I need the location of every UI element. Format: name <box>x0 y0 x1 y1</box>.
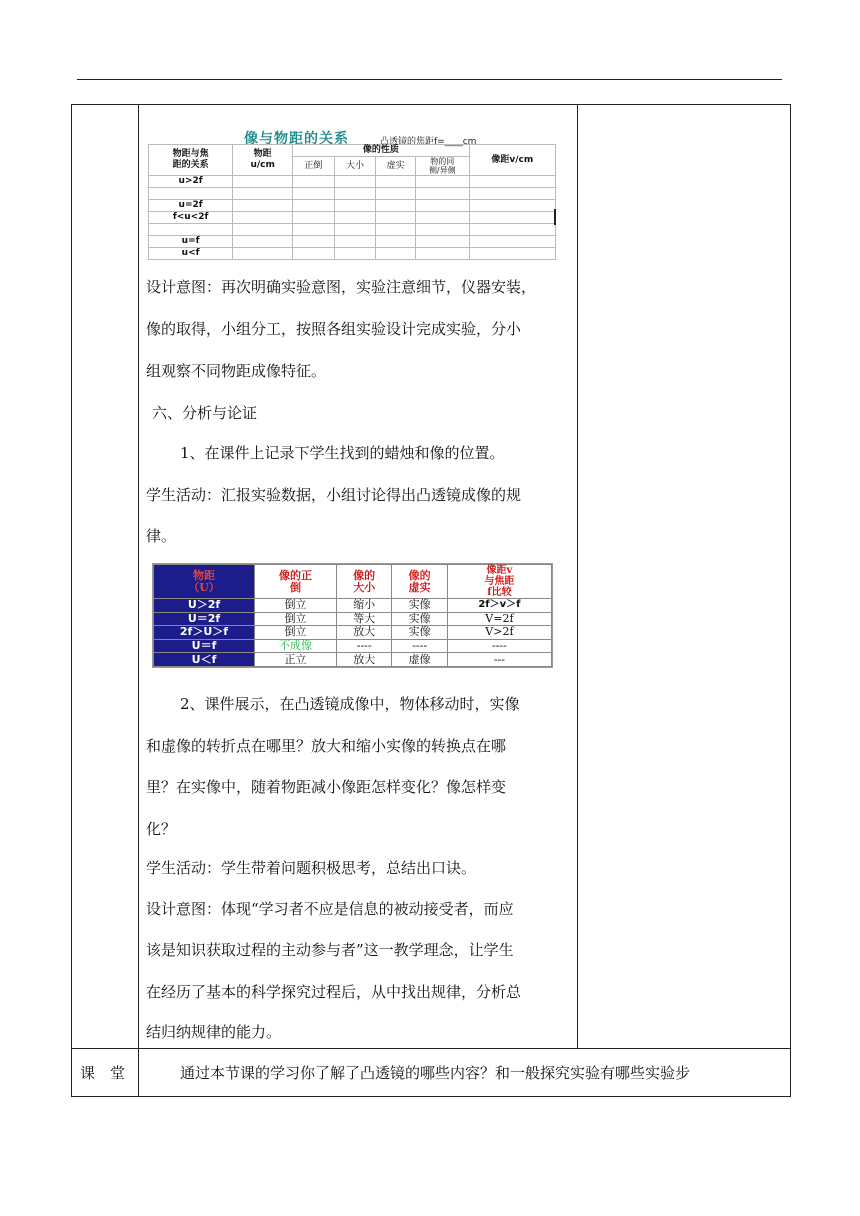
image-edge-mark <box>554 209 556 225</box>
results-header: 物距 （U） <box>154 565 255 599</box>
table-top-border <box>71 104 791 105</box>
classroom-summary-text: 通过本节课的学习你了解了凸透镜的哪些内容？和一般探究实验有哪些实验步 <box>180 1064 691 1082</box>
results-cell: 等大 <box>336 612 391 626</box>
results-cell: 倒立 <box>255 599 337 613</box>
table-row <box>149 188 556 200</box>
table-col-divider-2 <box>577 104 578 1049</box>
table-row <box>149 200 556 212</box>
item-2-line-3: 里？在实像中，随着物距减小像距怎样变化？像怎样变 <box>146 778 507 796</box>
results-cell: V=2f <box>447 612 551 626</box>
results-cell: 倒立 <box>255 626 337 640</box>
header-relation: 物距与焦 距的关系 <box>149 145 233 176</box>
header-real-virtual: 虚实 <box>376 157 416 176</box>
design-intent-2-line-2: 该是知识获取过程的主动参与者”这一教学理念，让学生 <box>146 941 514 959</box>
design-intent-2-line-1: 设计意图：体现“学习者不应是信息的被动接受者，而应 <box>146 900 514 918</box>
results-cell: 放大 <box>336 626 391 640</box>
header-side: 物的同 侧/异侧 <box>415 157 469 176</box>
results-cell: ---- <box>336 639 391 653</box>
results-cell: 缩小 <box>336 599 391 613</box>
page-header-rule <box>77 79 782 80</box>
results-cell: U＞2f <box>154 599 255 613</box>
results-cell: --- <box>447 653 551 667</box>
results-cell: U＝2f <box>154 612 255 626</box>
item-2-line-2: 和虚像的转折点在哪里？放大和缩小实像的转换点在哪 <box>146 737 507 755</box>
item-1-text: 1、在课件上记录下学生找到的蜡烛和像的位置。 <box>180 444 505 462</box>
results-header: 像的 虚实 <box>392 565 447 599</box>
results-header: 像的正 倒 <box>255 565 337 599</box>
student-activity-1a: 学生活动：汇报实验数据，小组讨论得出凸透镜成像的规 <box>146 486 522 504</box>
observation-table-title: 像与物距的关系 <box>244 131 349 147</box>
row-label: u<f <box>149 248 233 260</box>
results-cell: V>2f <box>447 626 551 640</box>
item-2-line-1: 2、课件展示，在凸透镜成像中，物体移动时，实像 <box>180 695 520 713</box>
table-row <box>149 248 556 260</box>
results-table <box>153 564 552 667</box>
results-cell: 倒立 <box>255 612 337 626</box>
observation-table-image <box>148 126 556 266</box>
row-label <box>149 224 233 236</box>
row-label: u=2f <box>149 200 233 212</box>
table-row <box>154 626 552 640</box>
design-intent-2-line-3: 在经历了基本的科学探究过程后，从中找出规律，分析总 <box>146 983 522 1001</box>
table-row <box>154 653 552 667</box>
results-cell: 2f＞U＞f <box>154 626 255 640</box>
header-image-properties: 像的性质 <box>293 145 470 157</box>
results-cell: 实像 <box>392 626 447 640</box>
table-row <box>154 599 552 613</box>
results-cell: 不成像 <box>255 639 337 653</box>
design-intent-line-2: 像的取得，小组分工，按照各组实验设计完成实验，分小 <box>146 320 522 338</box>
results-header: 像的 大小 <box>336 565 391 599</box>
results-cell: 2f＞v＞f <box>447 599 551 613</box>
student-activity-2: 学生活动：学生带着问题积极思考，总结出口诀。 <box>146 859 477 877</box>
results-cell: ---- <box>447 639 551 653</box>
results-cell: 放大 <box>336 653 391 667</box>
row-label <box>149 188 233 200</box>
results-header: 像距v 与焦距 f比较 <box>447 565 551 599</box>
results-table-image <box>152 563 553 668</box>
table-col-divider-1 <box>138 104 139 1097</box>
header-object-distance: 物距 u/cm <box>233 145 293 176</box>
focal-length-note: 凸透镜的焦距f=____cm <box>380 137 477 147</box>
design-intent-line-3: 组观察不同物距成像特征。 <box>146 362 327 380</box>
header-size: 大小 <box>334 157 376 176</box>
header-image-distance: 像距v/cm <box>469 145 555 176</box>
results-cell: 正立 <box>255 653 337 667</box>
table-row <box>149 212 556 224</box>
table-left-border <box>71 104 72 1097</box>
item-2-line-4: 化？ <box>146 820 177 838</box>
table-row <box>154 612 552 626</box>
results-cell: 实像 <box>392 612 447 626</box>
table-row <box>154 639 552 653</box>
section-heading-analysis: 六、分析与论证 <box>152 404 258 422</box>
student-activity-1b: 律。 <box>146 527 177 545</box>
table-row <box>149 236 556 248</box>
row-label: u=f <box>149 236 233 248</box>
row-label: u>2f <box>149 176 233 188</box>
table-bottom-border <box>71 1096 791 1097</box>
results-cell: U＝f <box>154 639 255 653</box>
row-label: f<u<2f <box>149 212 233 224</box>
table-row-divider <box>71 1048 791 1049</box>
design-intent-line-1: 设计意图：再次明确实验意图，实验注意细节，仪器安装， <box>146 278 537 296</box>
table-row <box>149 176 556 188</box>
results-cell: 实像 <box>392 599 447 613</box>
results-cell: U＜f <box>154 653 255 667</box>
results-cell: ---- <box>392 639 447 653</box>
table-row <box>149 224 556 236</box>
design-intent-2-line-4: 结归纳规律的能力。 <box>146 1023 282 1041</box>
row-label-classroom: 课 堂 <box>80 1064 126 1082</box>
observation-table <box>148 144 556 260</box>
header-orientation: 正倒 <box>293 157 335 176</box>
results-cell: 虚像 <box>392 653 447 667</box>
table-right-border <box>790 104 791 1097</box>
